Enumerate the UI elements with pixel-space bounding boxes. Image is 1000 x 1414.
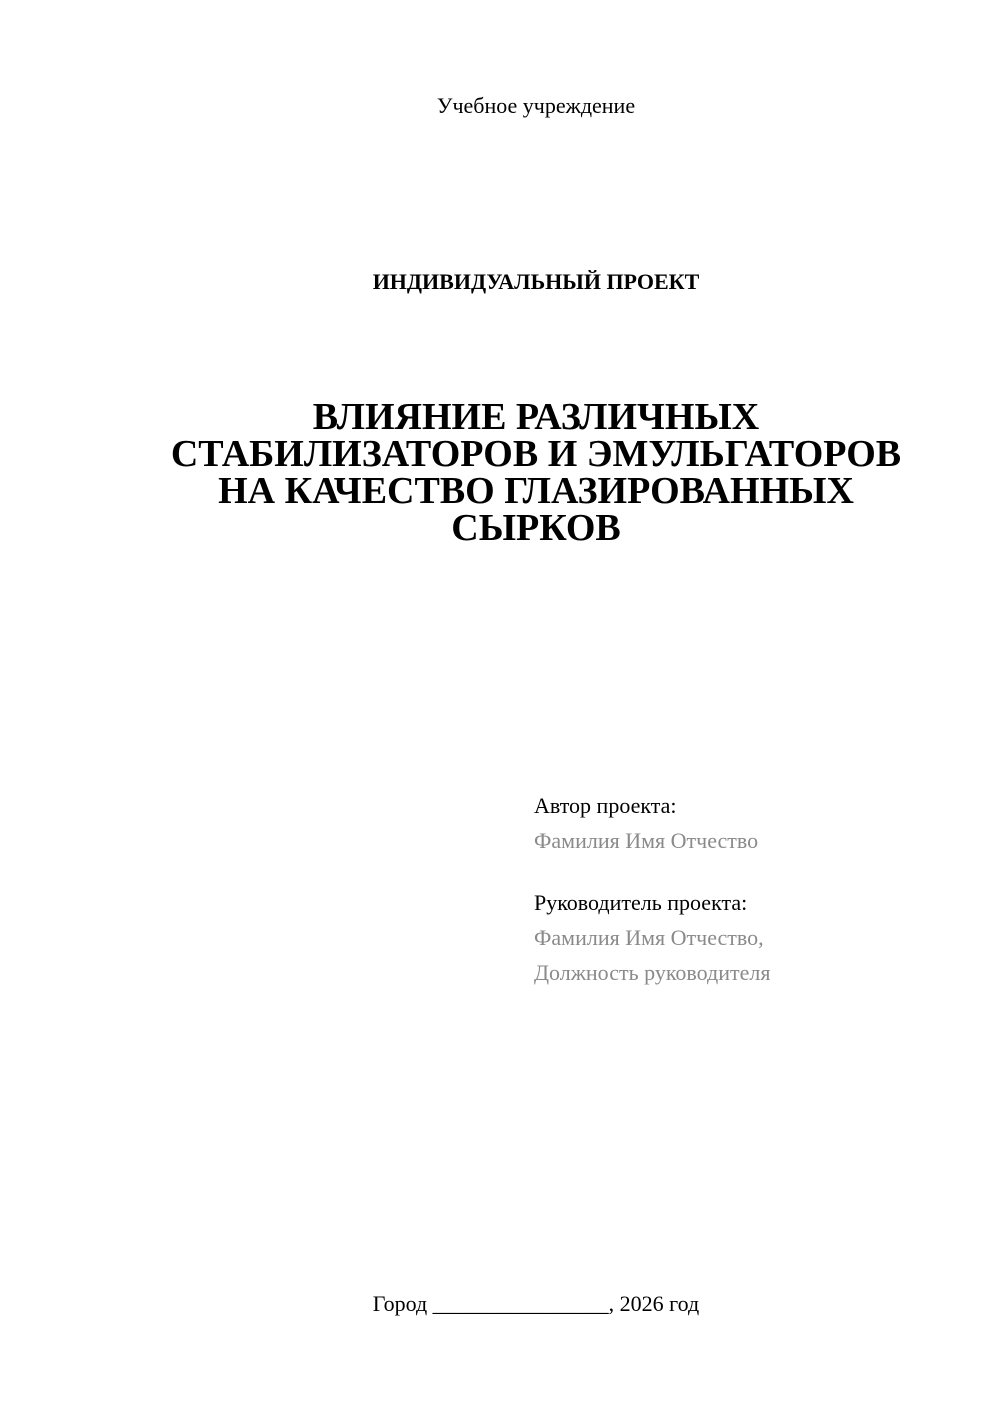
- project-title-line: СЫРКОВ: [451, 507, 621, 549]
- signature-spacer: [534, 858, 974, 885]
- author-label: Автор проекта:: [534, 793, 677, 818]
- supervisor-label: Руководитель проекта:: [534, 890, 748, 915]
- signature-block: [534, 788, 974, 990]
- city-year-line: Город ________________, 2026 год: [372, 1291, 700, 1316]
- document-type: ИНДИВИДУАЛЬНЫЙ ПРОЕКТ: [372, 269, 700, 294]
- supervisor-position: Должность руководителя: [534, 960, 771, 985]
- project-title: [120, 396, 952, 549]
- project-title-line: ВЛИЯНИЕ РАЗЛИЧНЫХ: [312, 396, 760, 438]
- project-title-line: СТАБИЛИЗАТОРОВ И ЭМУЛЬГАТОРОВ: [170, 433, 902, 475]
- institution-name: Учебное учреждение: [436, 93, 636, 118]
- author-name: Фамилия Имя Отчество: [534, 828, 759, 853]
- supervisor-name: Фамилия Имя Отчество,: [534, 925, 764, 950]
- project-title-line: НА КАЧЕСТВО ГЛАЗИРОВАННЫХ: [218, 470, 854, 512]
